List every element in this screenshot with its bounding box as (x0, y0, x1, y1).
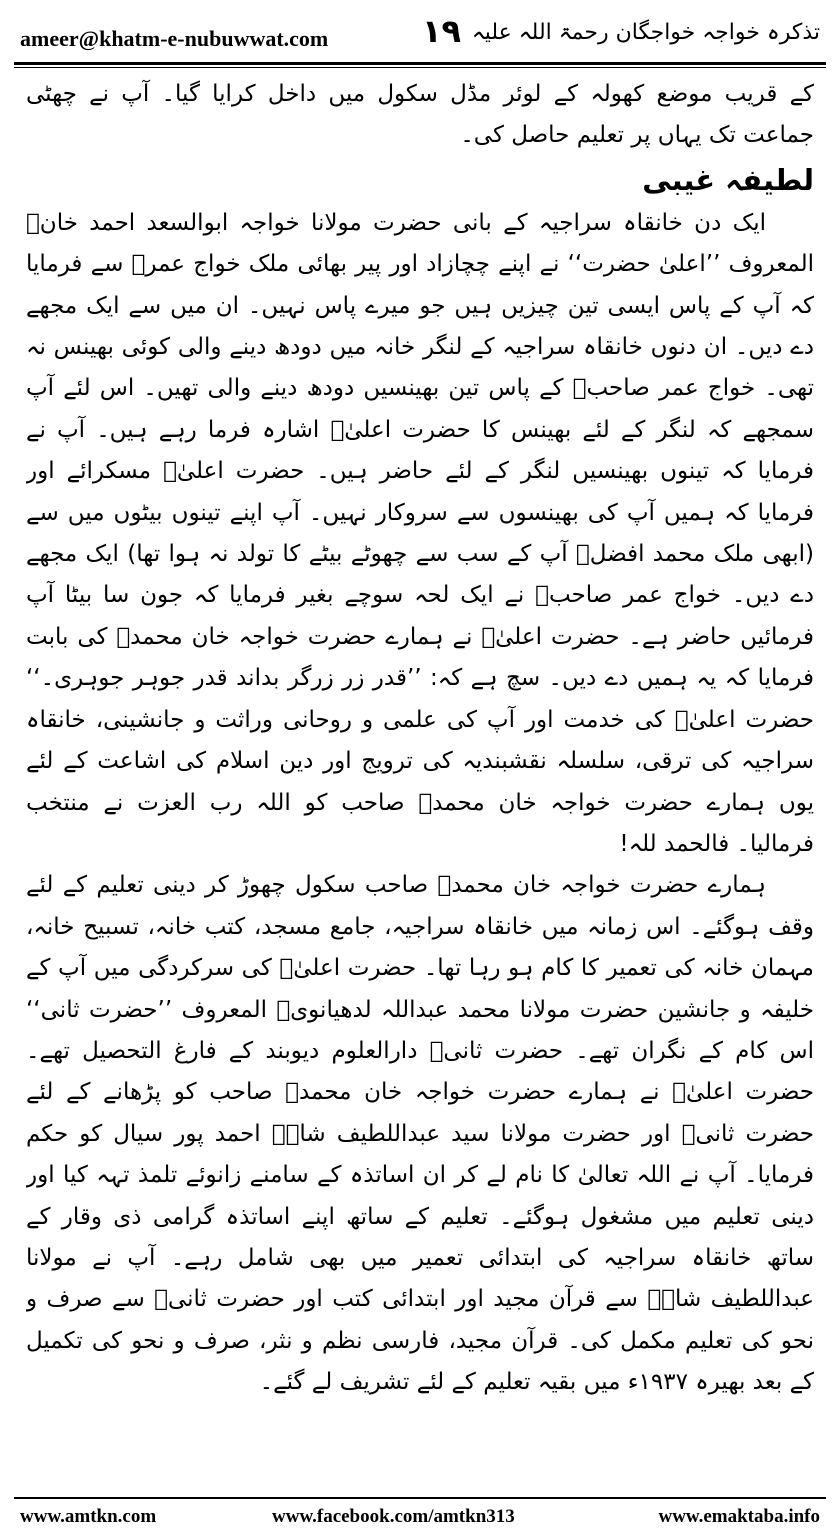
header-rule (14, 62, 826, 65)
header-rule-thin (14, 67, 826, 68)
footer-link-emaktaba[interactable]: www.emaktaba.info (658, 1506, 820, 1527)
footer-link-amtkn[interactable]: www.amtkn.com (20, 1506, 157, 1527)
footer-rule (14, 1497, 826, 1499)
paragraph-intro: کے قریب موضع کھولہ کے لوئر مڈل سکول میں داخل کرایا گیا۔ آپ نے چھٹی جماعت تک یہاں پر تعلیم حاصل کی۔ (26, 81, 814, 149)
page-footer (14, 1506, 826, 1534)
page-number: ۱۹ (422, 12, 462, 50)
paragraph-education: ہمارے حضرت خواجہ خان محمدؒ صاحب سکول چھوڑ کر دینی تعلیم کے لئے وقف ہوگئے۔ اس زمانہ میں خانقاہ سراجیہ، جامع مسجد، کتب خانہ، تسبیح خانہ، مہمان خانہ کی تعمیر کا کام ہو رہا تھا۔ حضرت اعلیٰؒ کی سرکردگی میں آپ کے خلیفہ و جانشین حضرت مولانا محمد عبداللہ لدھیانویؒ المعروف ’’حضرت ثانی‘‘ اس کام کے نگران تھے۔ حضرت ثانیؒ دارالعلوم دیوبند کے فارغ التحصیل تھے۔ حضرت اعلیٰؒ نے ہمارے حضرت خواجہ خان محمدؒ صاحب کو پڑھانے کے لئے حضرت ثانیؒ اور حضرت مولانا سید عبداللطیف شاہؒ احمد پور سیال کو حکم فرمایا۔ آپ نے اللہ تعالیٰ کا نام لے کر ان اساتذہ کے سامنے زانوئے تلمذ تہہ کیا اور دینی تعلیم میں مشغول ہوگئے۔ تعلیم کے ساتھ اپنے اساتذہ گرامی ذی وقار کے ساتھ خانقاہ سراجیہ کی ابتدائی تعمیر میں بھی شامل رہے۔ آپ نے مولانا عبداللطیف شاہؒ سے قرآن مجید اور ابتدائی کتب اور حضرت ثانیؒ سے صرف و نحو کی تعلیم مکمل کی۔ قرآن مجید، فارسی نظم و نثر، صرف و نحو کی تکمیل کے بعد بھیرہ ۱۹۳۷ء میں بقیہ تعلیم کے لئے تشریف لے گئے۔ (26, 872, 814, 1396)
footer-link-facebook[interactable]: www.facebook.com/amtkn313 (272, 1506, 515, 1527)
header-email: ameer@khatm-e-nubuwwat.com (20, 26, 329, 51)
paragraph-story: ایک دن خانقاہ سراجیہ کے بانی حضرت مولانا خواجہ ابوالسعد احمد خانؒ المعروف ’’اعلیٰ حضرت‘‘ نے اپنے چچازاد اور پیر بھائی ملک خواج عمرؒ سے فرمایا کہ آپ کے پاس ایسی تین چیزیں ہیں جو میرے پاس نہیں۔ ان میں سے ایک مجھے دے دیں۔ ان دنوں خانقاہ سراجیہ کے لنگر خانہ میں دودھ دینے والی کوئی بھینس نہ تھی۔ خواج عمر صاحبؒ کے پاس تین بھینسیں دودھ دینے والی تھیں۔ اس لئے آپ سمجھے کہ لنگر کے لئے بھینس کا حضرت اعلیٰؒ اشارہ فرما رہے ہیں۔ آپ نے فرمایا کہ تینوں بھینسیں لنگر کے لئے حاضر ہیں۔ حضرت اعلیٰؒ مسکرائے اور فرمایا کہ ہمیں آپ کی بھینسوں سے سروکار نہیں۔ آپ اپنے تینوں بیٹوں میں سے (ابھی ملک محمد افضلؒ آپ کے سب سے چھوٹے بیٹے کا تولد نہ ہوا تھا) ایک مجھے دے دیں۔ خواج عمر صاحبؒ نے ایک لحہ سوچے بغیر فرمایا کہ جون سا بیٹا آپ فرمائیں حاضر ہے۔ حضرت اعلیٰؒ نے ہمارے حضرت خواجہ خان محمدؒ کی بابت فرمایا کہ یہ ہمیں دے دیں۔ سچ ہے کہ: ’’قدر زر زرگر بداند قدر جوہر جوہری۔‘‘ حضرت اعلیٰؒ کی خدمت اور آپ کی علمی و روحانی وراثت و جانشینی، خانقاہ سراجیہ کی ترقی، سلسلہ نقشبندیہ کی ترویج اور دین اسلام کی اشاعت کے لئے یوں ہمارے حضرت خواجہ خان محمدؒ صاحب کو اللہ رب العزت نے منتخب فرمالیا۔ فالحمد للہ! (26, 209, 814, 857)
section-heading: لطیفہ غیبی (642, 162, 814, 197)
page-header (14, 6, 826, 60)
page-body (26, 74, 814, 1464)
book-title: تذکرہ خواجہ خواجگان رحمۃ اللہ علیہ (471, 20, 820, 45)
